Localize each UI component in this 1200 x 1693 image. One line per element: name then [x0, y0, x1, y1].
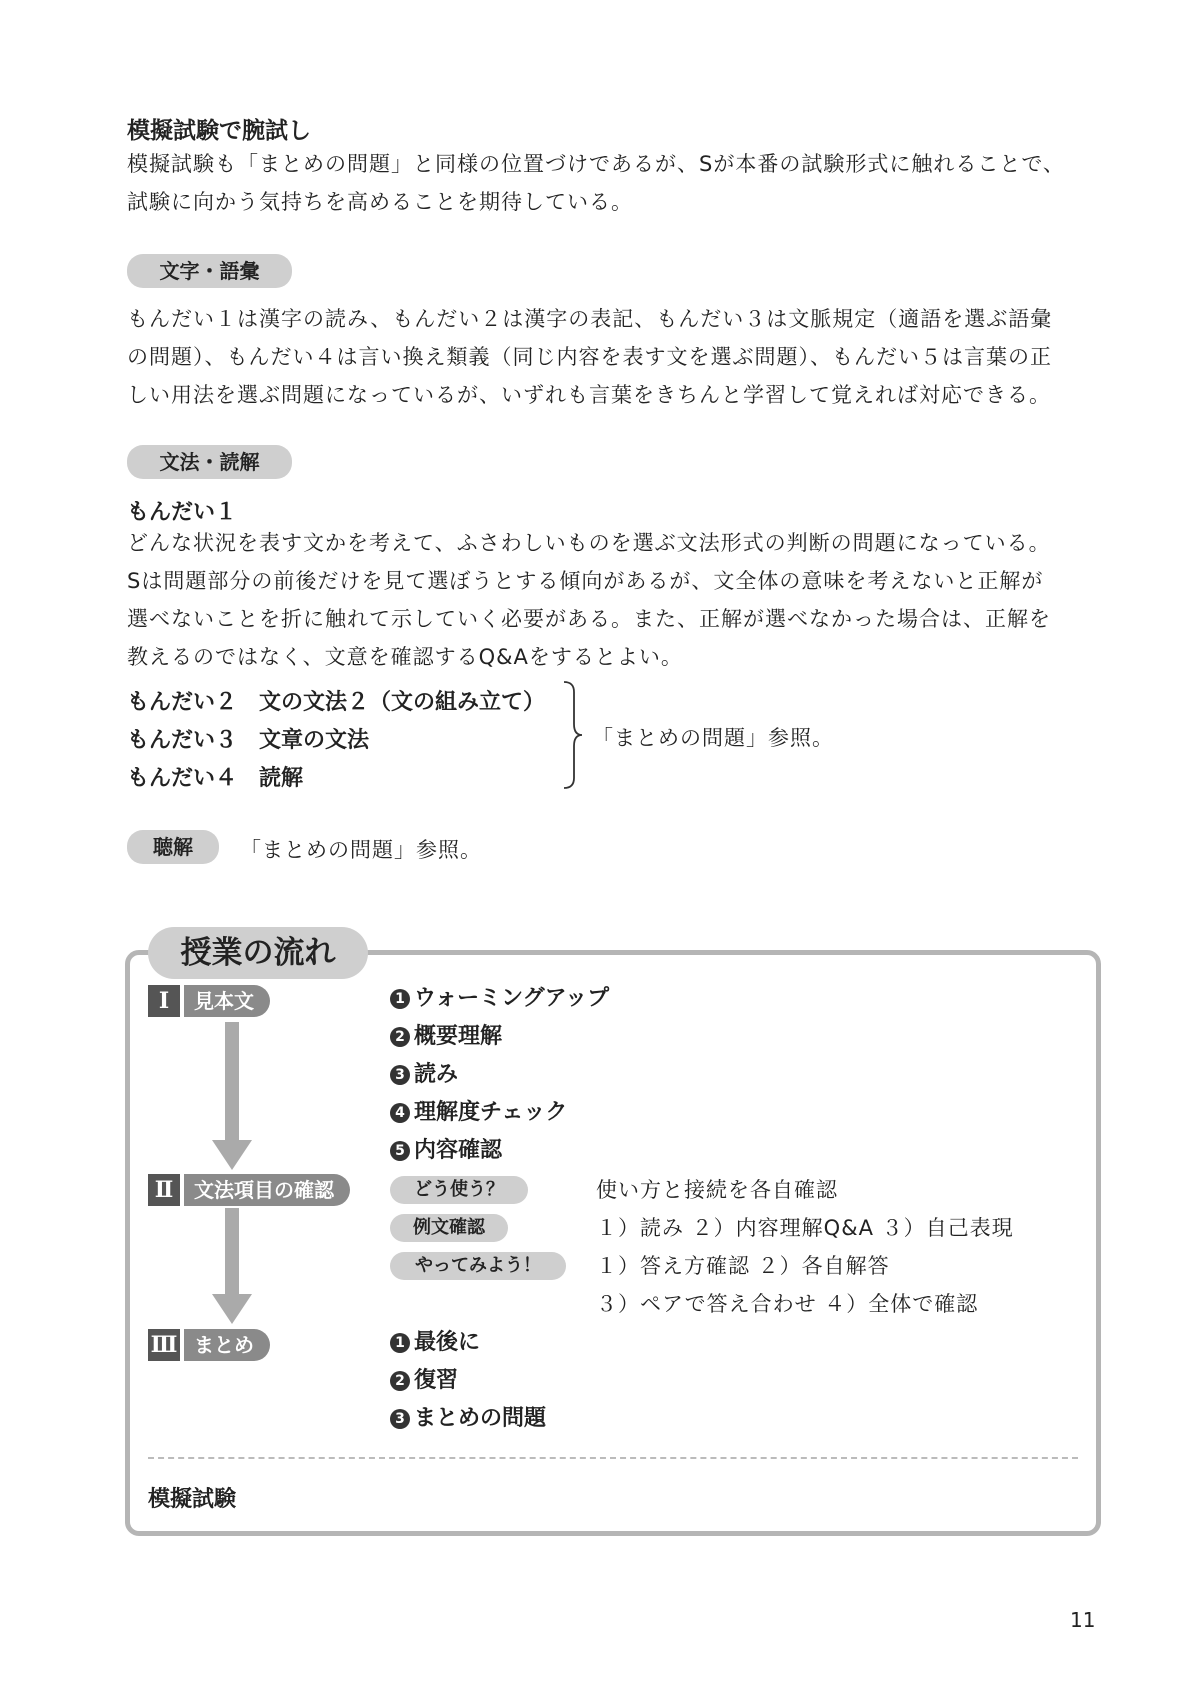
- page-number: 11: [1070, 1608, 1096, 1632]
- step-title: 見本文: [184, 985, 270, 1017]
- sub-step-pill: 例文確認: [390, 1214, 508, 1242]
- flow-item-text: まとめの問題: [414, 1406, 547, 1431]
- paragraph-line: 選べないことを折に触れて示していく必要がある。また、正解が選べなかった場合は、正解を: [127, 607, 1051, 631]
- circled-number-icon: 1: [390, 1333, 410, 1353]
- circled-number-icon: 5: [390, 1141, 410, 1161]
- flow-item-text: 理解度チェック: [414, 1100, 568, 1125]
- sub-step-description: １）答え方確認 ２）各自解答: [596, 1254, 890, 1278]
- flow-item-text: 最後に: [414, 1330, 481, 1355]
- grammar-label-pill: 文法・読解: [127, 445, 292, 479]
- dashed-divider: [148, 1457, 1078, 1459]
- vocab-label-pill: 文字・語彙: [127, 254, 292, 288]
- step-title: 文法項目の確認: [184, 1174, 350, 1206]
- flow-item: [390, 1021, 502, 1053]
- flow-item-text: 復習: [414, 1368, 459, 1393]
- paragraph-line: もんだい１は漢字の読み、もんだい２は漢字の表記、もんだい３は文脈規定（適語を選ぶ語彙: [127, 307, 1053, 331]
- flow-item-text: 内容確認: [414, 1138, 503, 1163]
- flow-item: [390, 1403, 546, 1435]
- step-number: Ⅲ: [148, 1329, 180, 1361]
- flow-item: [390, 1059, 458, 1091]
- question-item: もんだい３ 文章の文法: [127, 728, 370, 753]
- section-heading-mock-exam: 模擬試験で腕試し: [127, 118, 311, 144]
- curly-brace-icon: [560, 680, 584, 790]
- circled-number-icon: 3: [390, 1409, 410, 1429]
- paragraph-line: 模擬試験も「まとめの問題」と同様の位置づけであるが、Sが本番の試験形式に触れることで、: [127, 152, 1065, 176]
- flow-item: [390, 1097, 567, 1129]
- flow-item-text: ウォーミングアップ: [414, 986, 610, 1011]
- flow-item: [390, 1327, 480, 1359]
- down-arrow-icon: [210, 1022, 254, 1172]
- circled-number-icon: 1: [390, 989, 410, 1009]
- flow-item: [390, 1135, 502, 1167]
- paragraph-line: 教えるのではなく、文意を確認するQ&Aをするとよい。: [127, 645, 683, 669]
- circled-number-icon: 2: [390, 1027, 410, 1047]
- sub-step-pill: どう使う？: [390, 1176, 528, 1204]
- circled-number-icon: 2: [390, 1371, 410, 1391]
- question-item: もんだい２ 文の文法２（文の組み立て）: [127, 690, 546, 715]
- listening-reference: 「まとめの問題」参照。: [240, 838, 482, 862]
- circled-number-icon: 4: [390, 1103, 410, 1123]
- lesson-flow-title: 授業の流れ: [148, 927, 368, 979]
- listening-label-pill: 聴解: [127, 830, 219, 864]
- flow-item: [390, 1365, 458, 1397]
- grammar-reference: 「まとめの問題」参照。: [592, 726, 834, 750]
- sub-step-description: ３）ペアで答え合わせ ４）全体で確認: [596, 1292, 979, 1316]
- question1-heading: もんだい１: [127, 500, 238, 525]
- paragraph-line: しい用法を選ぶ問題になっているが、いずれも言葉をきちんと学習して覚えれば対応できる。: [127, 383, 1051, 407]
- sub-step-description: １）読み ２）内容理解Q&A ３）自己表現: [596, 1216, 1014, 1240]
- flow-footer-mock-exam: 模擬試験: [148, 1487, 237, 1512]
- sub-step-description: 使い方と接続を各自確認: [596, 1178, 838, 1202]
- step-title: まとめ: [184, 1329, 270, 1361]
- sub-step-pill: やってみよう！: [390, 1252, 566, 1280]
- step-number: Ⅰ: [148, 985, 180, 1017]
- paragraph-line: の問題）、もんだい４は言い換え類義（同じ内容を表す文を選ぶ問題）、もんだい５は言葉の正: [127, 345, 1052, 369]
- flow-item: [390, 983, 609, 1015]
- flow-item-text: 読み: [414, 1062, 459, 1087]
- mock-exam-paragraph: [127, 145, 1087, 221]
- flow-item-text: 概要理解: [414, 1024, 503, 1049]
- paragraph-line: どんな状況を表す文かを考えて、ふさわしいものを選ぶ文法形式の判断の問題になっている。: [127, 531, 1051, 555]
- question1-paragraph: [127, 524, 1107, 676]
- question-item: もんだい４ 読解: [127, 766, 304, 791]
- paragraph-line: Sは問題部分の前後だけを見て選ぼうとする傾向があるが、文全体の意味を考えないと正解が: [127, 569, 1044, 593]
- step-number: Ⅱ: [148, 1174, 180, 1206]
- circled-number-icon: 3: [390, 1065, 410, 1085]
- vocab-paragraph: [127, 300, 1107, 414]
- down-arrow-icon: [210, 1208, 254, 1326]
- paragraph-line: 試験に向かう気持ちを高めることを期待している。: [127, 190, 633, 214]
